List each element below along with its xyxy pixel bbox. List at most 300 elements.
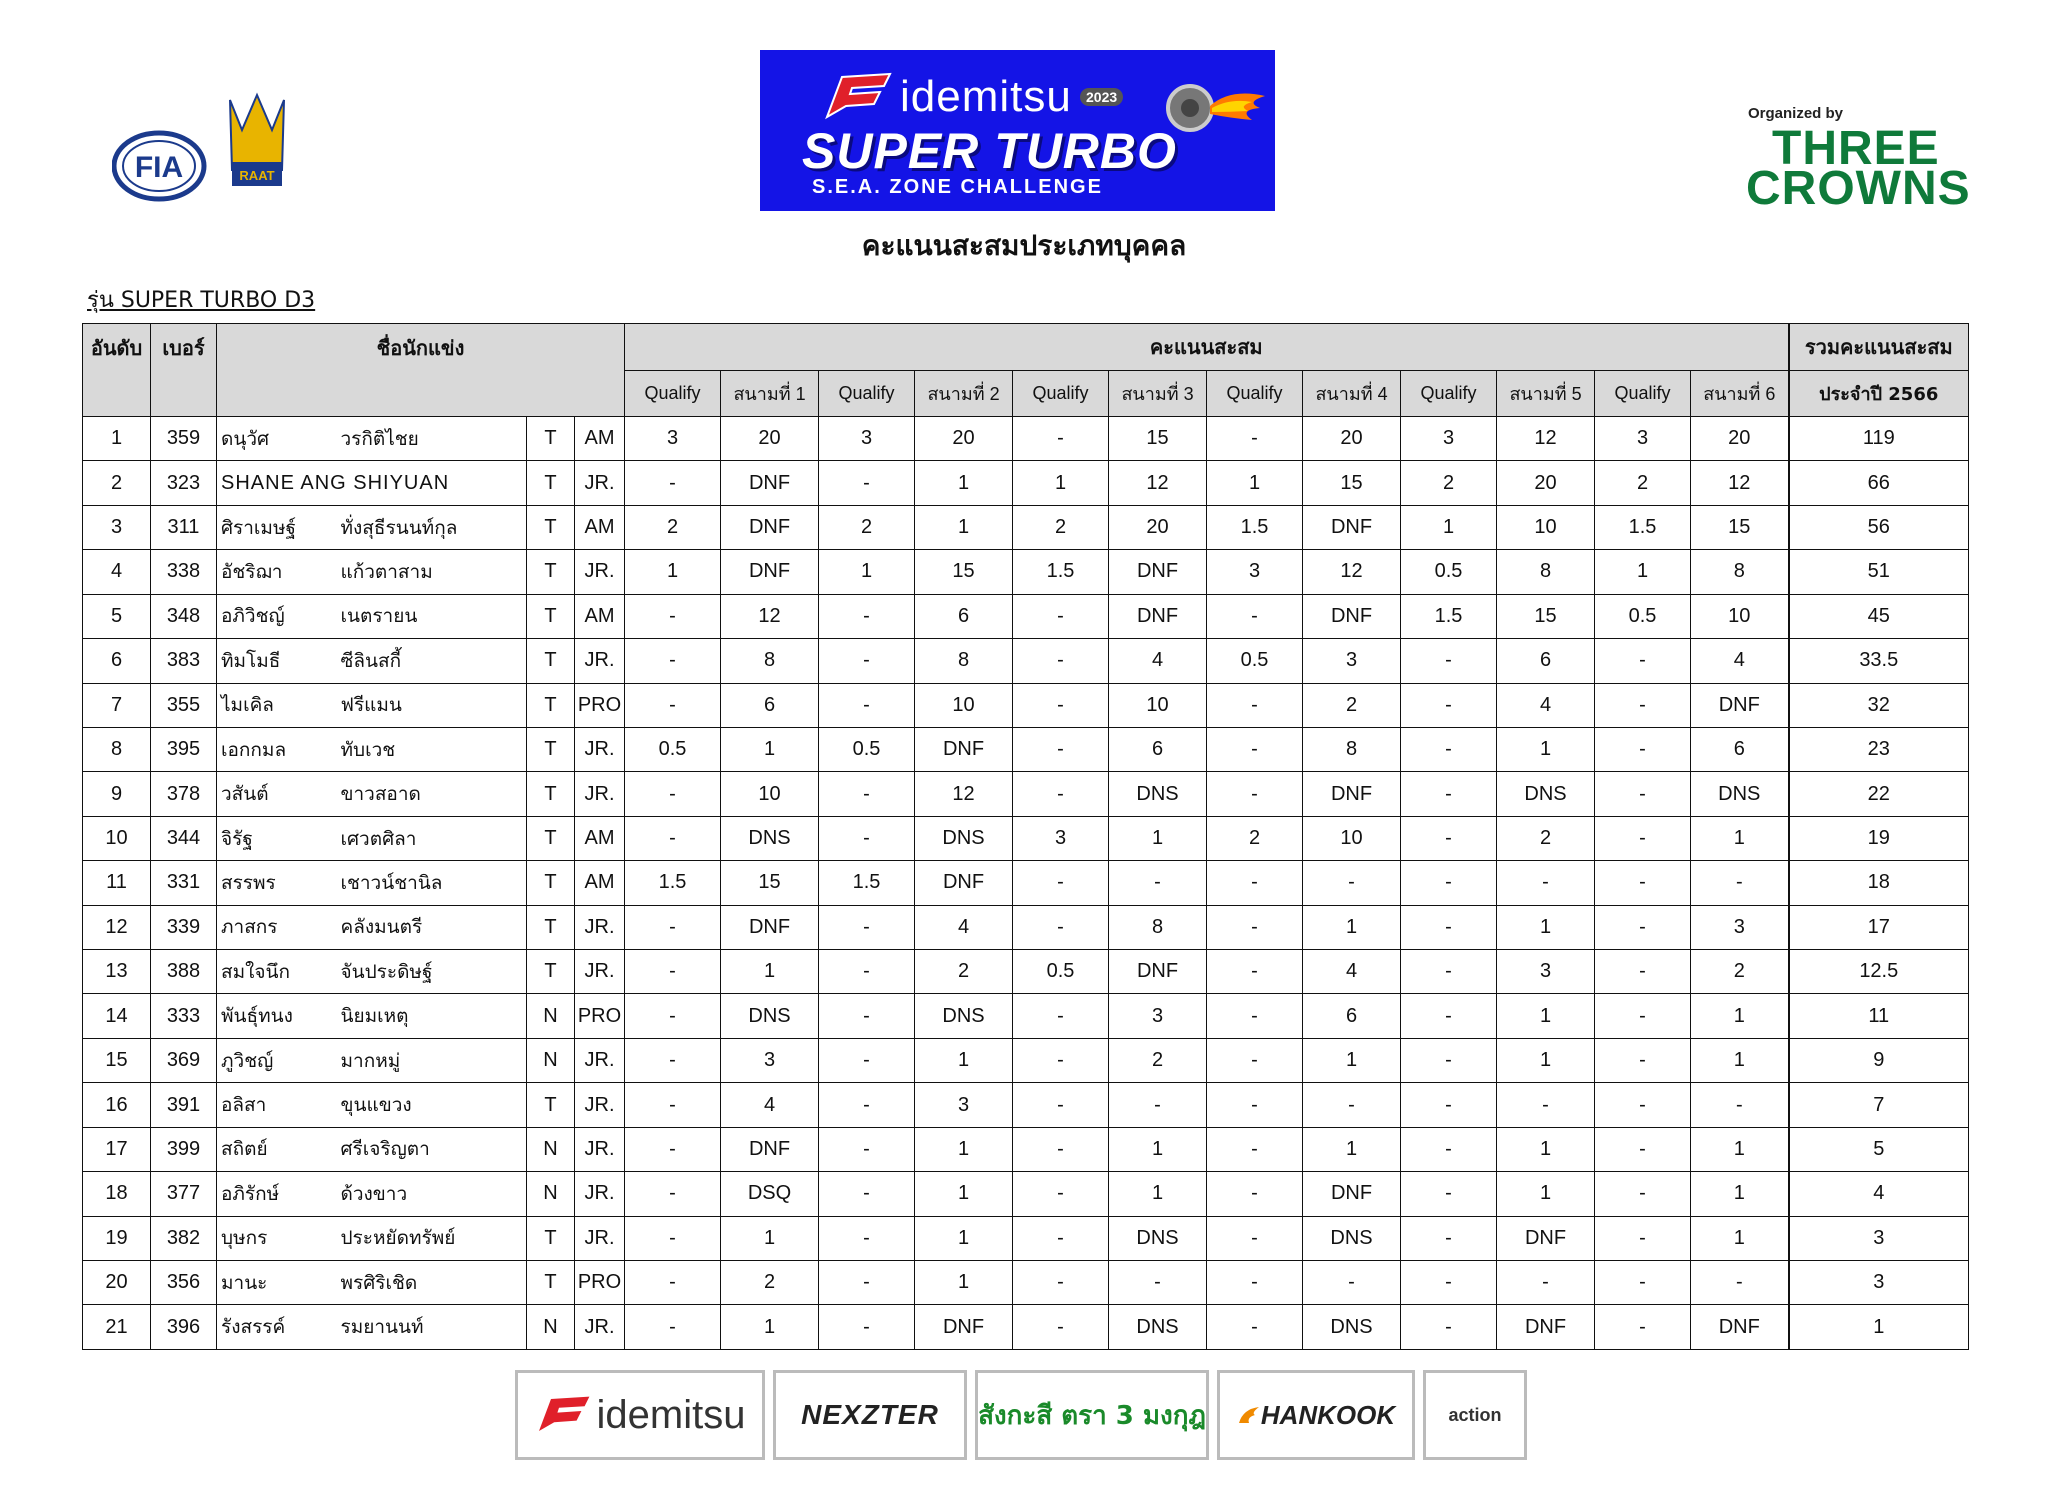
- number-cell: 395: [151, 727, 217, 771]
- score-cell: 8: [1303, 727, 1401, 771]
- number-cell: 323: [151, 461, 217, 505]
- driver-first-name-cell: อลิสา: [217, 1083, 341, 1127]
- score-cell: -: [1207, 861, 1303, 905]
- number-cell: 311: [151, 505, 217, 549]
- score-cell: -: [1401, 816, 1497, 860]
- rank-cell: 10: [83, 816, 151, 860]
- number-cell: 359: [151, 417, 217, 461]
- score-cell: -: [1595, 1172, 1691, 1216]
- score-cell: -: [1401, 772, 1497, 816]
- table-row: [83, 1261, 1969, 1305]
- score-cell: -: [819, 1127, 915, 1171]
- score-cell: -: [1013, 1172, 1109, 1216]
- table-row: [83, 994, 1969, 1038]
- score-cell: DNF: [1303, 505, 1401, 549]
- code-cell: T: [527, 505, 575, 549]
- score-cell: -: [1497, 861, 1595, 905]
- driver-last-name-cell: ศรีเจริญตา: [341, 1127, 527, 1171]
- score-cell: -: [1595, 994, 1691, 1038]
- score-cell: 12: [1497, 417, 1595, 461]
- header-sub-qualify-3: Qualify: [1013, 371, 1109, 417]
- rank-cell: 12: [83, 905, 151, 949]
- sponsor-idemitsu-text: idemitsu: [596, 1392, 746, 1437]
- organizer-name-line1: THREE: [1772, 122, 1940, 175]
- score-cell: -: [625, 594, 721, 638]
- score-cell: DNF: [721, 905, 819, 949]
- score-cell: 1: [721, 950, 819, 994]
- score-cell: 6: [1691, 727, 1789, 771]
- number-cell: 391: [151, 1083, 217, 1127]
- score-cell: -: [1207, 905, 1303, 949]
- header-sub-qualify-2: Qualify: [819, 371, 915, 417]
- score-cell: -: [1207, 1083, 1303, 1127]
- score-cell: 4: [721, 1083, 819, 1127]
- score-cell: 4: [1497, 683, 1595, 727]
- total-cell: 9: [1789, 1038, 1969, 1082]
- total-cell: 3: [1789, 1261, 1969, 1305]
- total-cell: 23: [1789, 727, 1969, 771]
- number-cell: 348: [151, 594, 217, 638]
- header-sub-qualify-6: Qualify: [1595, 371, 1691, 417]
- score-cell: 0.5: [625, 727, 721, 771]
- total-cell: 1: [1789, 1305, 1969, 1350]
- score-cell: -: [1013, 1305, 1109, 1350]
- score-cell: 3: [1013, 816, 1109, 860]
- score-cell: 1: [1207, 461, 1303, 505]
- score-cell: 3: [1207, 550, 1303, 594]
- score-cell: -: [819, 594, 915, 638]
- score-cell: -: [819, 816, 915, 860]
- rank-cell: 7: [83, 683, 151, 727]
- score-cell: DNF: [1691, 683, 1789, 727]
- page-title: คะแนนสะสมประเภทบุคคล: [861, 229, 1187, 262]
- score-cell: 8: [1109, 905, 1207, 949]
- table-row: [83, 727, 1969, 771]
- sponsor-mongkut-text: สังกะสี ตรา 3 มงกุฎ: [978, 1400, 1206, 1431]
- header-sub-round-1: สนามที่ 1: [721, 371, 819, 417]
- score-cell: -: [1401, 727, 1497, 771]
- total-cell: 18: [1789, 861, 1969, 905]
- score-cell: -: [1207, 1261, 1303, 1305]
- header-points-group: คะแนนสะสม: [625, 324, 1789, 371]
- score-cell: 12: [915, 772, 1013, 816]
- number-cell: 356: [151, 1261, 217, 1305]
- number-cell: 333: [151, 994, 217, 1038]
- score-cell: 10: [915, 683, 1013, 727]
- score-cell: -: [1595, 1127, 1691, 1171]
- driver-last-name-cell: จันประดิษฐ์: [341, 950, 527, 994]
- asn-logo-text: RAAT: [239, 168, 275, 183]
- category-cell: PRO: [575, 994, 625, 1038]
- number-cell: 388: [151, 950, 217, 994]
- code-cell: T: [527, 1083, 575, 1127]
- rank-cell: 4: [83, 550, 151, 594]
- driver-last-name-cell: ซีลินสกี้: [341, 639, 527, 683]
- score-cell: 2: [1207, 816, 1303, 860]
- driver-first-name-cell: เอกกมล: [217, 727, 341, 771]
- score-cell: -: [625, 1172, 721, 1216]
- number-cell: 331: [151, 861, 217, 905]
- score-cell: -: [1013, 861, 1109, 905]
- number-cell: 344: [151, 816, 217, 860]
- driver-first-name-cell: ดนุวัศ: [217, 417, 341, 461]
- rank-cell: 3: [83, 505, 151, 549]
- driver-last-name-cell: พรศิริเชิด: [341, 1261, 527, 1305]
- score-cell: 6: [1497, 639, 1595, 683]
- score-cell: -: [1401, 1216, 1497, 1260]
- code-cell: T: [527, 594, 575, 638]
- organizer-name-line2: CROWNS: [1746, 162, 1971, 215]
- header-total-line1: รวมคะแนนสะสม: [1789, 324, 1969, 371]
- hankook-flame-icon: [1237, 1405, 1261, 1425]
- header-sub-round-3: สนามที่ 3: [1109, 371, 1207, 417]
- score-cell: -: [625, 950, 721, 994]
- banner-year: 2023: [1080, 88, 1123, 106]
- score-cell: 12: [1303, 550, 1401, 594]
- score-cell: -: [1401, 683, 1497, 727]
- organizer-label: Organized by: [1748, 105, 1844, 122]
- score-cell: -: [819, 1216, 915, 1260]
- idemitsu-mark-icon: [535, 1393, 591, 1437]
- score-cell: 10: [721, 772, 819, 816]
- score-cell: 2: [1691, 950, 1789, 994]
- score-cell: 1: [915, 1172, 1013, 1216]
- score-cell: -: [1595, 1261, 1691, 1305]
- score-cell: 1: [1595, 550, 1691, 594]
- driver-last-name-cell: เศวตศิลา: [341, 816, 527, 860]
- score-cell: DNF: [915, 1305, 1013, 1350]
- score-cell: -: [1109, 1261, 1207, 1305]
- category-cell: JR.: [575, 639, 625, 683]
- driver-last-name-cell: แก้วตาสาม: [341, 550, 527, 594]
- score-cell: DNF: [1497, 1305, 1595, 1350]
- code-cell: N: [527, 1172, 575, 1216]
- score-cell: -: [625, 1038, 721, 1082]
- score-cell: 0.5: [819, 727, 915, 771]
- driver-last-name-cell: คลังมนตรี: [341, 905, 527, 949]
- code-cell: T: [527, 816, 575, 860]
- score-cell: 1.5: [1401, 594, 1497, 638]
- total-cell: 3: [1789, 1216, 1969, 1260]
- driver-first-name-cell: สถิตย์: [217, 1127, 341, 1171]
- score-cell: DNS: [1109, 1305, 1207, 1350]
- score-cell: 2: [1401, 461, 1497, 505]
- score-cell: -: [1207, 1038, 1303, 1082]
- score-cell: -: [1013, 772, 1109, 816]
- code-cell: N: [527, 1127, 575, 1171]
- score-cell: -: [625, 1083, 721, 1127]
- score-cell: -: [1207, 683, 1303, 727]
- number-cell: 377: [151, 1172, 217, 1216]
- score-cell: -: [1401, 950, 1497, 994]
- score-cell: -: [625, 1216, 721, 1260]
- score-cell: -: [625, 461, 721, 505]
- score-cell: -: [1595, 1216, 1691, 1260]
- score-cell: DNS: [721, 816, 819, 860]
- score-cell: -: [1207, 417, 1303, 461]
- score-cell: -: [625, 1305, 721, 1350]
- header-sub-round-5: สนามที่ 5: [1497, 371, 1595, 417]
- sponsor-hankook: [1217, 1370, 1415, 1460]
- score-cell: -: [1497, 1261, 1595, 1305]
- code-cell: T: [527, 1216, 575, 1260]
- score-cell: DNF: [721, 550, 819, 594]
- score-cell: 0.5: [1207, 639, 1303, 683]
- class-title: รุ่น SUPER TURBO D3: [87, 288, 316, 313]
- score-cell: 20: [1303, 417, 1401, 461]
- driver-last-name-cell: นิยมเหตุ: [341, 994, 527, 1038]
- number-cell: 355: [151, 683, 217, 727]
- score-cell: 0.5: [1401, 550, 1497, 594]
- total-cell: 51: [1789, 550, 1969, 594]
- score-cell: -: [819, 639, 915, 683]
- rank-cell: 21: [83, 1305, 151, 1350]
- score-cell: -: [1013, 994, 1109, 1038]
- score-cell: -: [1013, 727, 1109, 771]
- score-cell: 1: [915, 1261, 1013, 1305]
- score-cell: 10: [1303, 816, 1401, 860]
- driver-last-name-cell: ทับเวช: [341, 727, 527, 771]
- fia-logo: [112, 130, 207, 202]
- sponsor-action: [1423, 1370, 1527, 1460]
- rank-cell: 11: [83, 861, 151, 905]
- rank-cell: 13: [83, 950, 151, 994]
- rank-cell: 17: [83, 1127, 151, 1171]
- score-cell: -: [1595, 727, 1691, 771]
- score-cell: -: [625, 994, 721, 1038]
- score-cell: -: [819, 1261, 915, 1305]
- header-sub-round-4: สนามที่ 4: [1303, 371, 1401, 417]
- driver-last-name-cell: รมยานนท์: [341, 1305, 527, 1350]
- driver-last-name-cell: ทั่งสุธีรนนท์กุล: [341, 505, 527, 549]
- score-cell: 1: [1303, 1038, 1401, 1082]
- table-row: [83, 1083, 1969, 1127]
- score-cell: -: [819, 994, 915, 1038]
- driver-last-name-cell: ประหยัดทรัพย์: [341, 1216, 527, 1260]
- score-cell: 1.5: [1595, 505, 1691, 549]
- sponsor-nexzter: [773, 1370, 967, 1460]
- rank-cell: 5: [83, 594, 151, 638]
- score-cell: DSQ: [721, 1172, 819, 1216]
- score-cell: 3: [1401, 417, 1497, 461]
- score-cell: -: [1401, 1172, 1497, 1216]
- score-cell: -: [1595, 816, 1691, 860]
- score-cell: 6: [915, 594, 1013, 638]
- rank-cell: 9: [83, 772, 151, 816]
- score-cell: 6: [1303, 994, 1401, 1038]
- score-cell: 3: [1691, 905, 1789, 949]
- score-cell: 2: [915, 950, 1013, 994]
- driver-first-name-cell: ภาสกร: [217, 905, 341, 949]
- score-cell: 1: [1303, 905, 1401, 949]
- score-cell: -: [625, 816, 721, 860]
- sponsor-hankook-text: HANKOOK: [1260, 1399, 1396, 1430]
- score-cell: DNS: [1303, 1305, 1401, 1350]
- idemitsu-mark-icon: [822, 72, 892, 122]
- score-cell: -: [1401, 1083, 1497, 1127]
- score-cell: 1: [819, 550, 915, 594]
- score-cell: -: [819, 1038, 915, 1082]
- rank-cell: 8: [83, 727, 151, 771]
- score-cell: 1: [1303, 1127, 1401, 1171]
- rank-cell: 19: [83, 1216, 151, 1260]
- score-cell: 10: [1691, 594, 1789, 638]
- score-cell: -: [1401, 905, 1497, 949]
- code-cell: T: [527, 861, 575, 905]
- score-cell: 15: [721, 861, 819, 905]
- score-cell: 1: [1691, 1038, 1789, 1082]
- score-cell: -: [1595, 772, 1691, 816]
- category-cell: PRO: [575, 1261, 625, 1305]
- score-cell: 10: [1109, 683, 1207, 727]
- category-cell: JR.: [575, 1083, 625, 1127]
- total-cell: 56: [1789, 505, 1969, 549]
- score-cell: -: [1401, 1127, 1497, 1171]
- score-cell: 4: [915, 905, 1013, 949]
- fia-logo-text: FIA: [134, 151, 184, 184]
- sponsor-nexzter-text: NEXZTER: [801, 1399, 939, 1430]
- driver-last-name-cell: เนตรายน: [341, 594, 527, 638]
- score-cell: 20: [1691, 417, 1789, 461]
- number-cell: 338: [151, 550, 217, 594]
- score-cell: 15: [1303, 461, 1401, 505]
- total-cell: 5: [1789, 1127, 1969, 1171]
- banner-subtitle: S.E.A. ZONE CHALLENGE: [812, 176, 1103, 198]
- table-row: [83, 594, 1969, 638]
- table-row: [83, 772, 1969, 816]
- score-cell: DNS: [1497, 772, 1595, 816]
- score-cell: 2: [1497, 816, 1595, 860]
- score-cell: 1: [1109, 816, 1207, 860]
- score-cell: -: [1207, 1216, 1303, 1260]
- score-cell: DNF: [915, 727, 1013, 771]
- score-cell: -: [625, 1261, 721, 1305]
- total-cell: 19: [1789, 816, 1969, 860]
- score-cell: 1: [721, 1216, 819, 1260]
- score-cell: 1: [721, 727, 819, 771]
- score-cell: 2: [1595, 461, 1691, 505]
- score-cell: 1: [1497, 1038, 1595, 1082]
- score-cell: -: [1013, 683, 1109, 727]
- score-cell: -: [1207, 994, 1303, 1038]
- score-cell: 2: [819, 505, 915, 549]
- score-cell: -: [1595, 639, 1691, 683]
- rank-cell: 2: [83, 461, 151, 505]
- total-cell: 66: [1789, 461, 1969, 505]
- category-cell: JR.: [575, 1305, 625, 1350]
- score-cell: DNF: [721, 1127, 819, 1171]
- driver-first-name-cell: ไมเคิล: [217, 683, 341, 727]
- score-cell: -: [1595, 1038, 1691, 1082]
- score-cell: -: [1109, 1083, 1207, 1127]
- score-cell: DNF: [1109, 594, 1207, 638]
- score-cell: 0.5: [1595, 594, 1691, 638]
- score-cell: 8: [1691, 550, 1789, 594]
- table-row: [83, 1127, 1969, 1171]
- category-cell: AM: [575, 594, 625, 638]
- score-cell: -: [1595, 861, 1691, 905]
- score-cell: 15: [915, 550, 1013, 594]
- total-cell: 119: [1789, 417, 1969, 461]
- score-cell: DNS: [1109, 772, 1207, 816]
- score-cell: DNF: [1109, 550, 1207, 594]
- code-cell: T: [527, 772, 575, 816]
- score-cell: DNF: [721, 461, 819, 505]
- score-cell: DNS: [915, 816, 1013, 860]
- header-rank: อันดับ: [83, 324, 151, 417]
- score-cell: -: [1013, 417, 1109, 461]
- score-cell: -: [625, 639, 721, 683]
- driver-first-name-cell: รังสรรค์: [217, 1305, 341, 1350]
- score-cell: -: [1595, 905, 1691, 949]
- score-cell: -: [625, 1127, 721, 1171]
- score-cell: 4: [1109, 639, 1207, 683]
- score-cell: 1.5: [625, 861, 721, 905]
- score-cell: 12: [1109, 461, 1207, 505]
- score-cell: 12: [721, 594, 819, 638]
- standings-table: [82, 323, 1969, 1350]
- driver-first-name-cell: อัชริฌา: [217, 550, 341, 594]
- score-cell: 3: [1303, 639, 1401, 683]
- rank-cell: 16: [83, 1083, 151, 1127]
- category-cell: JR.: [575, 1216, 625, 1260]
- code-cell: T: [527, 727, 575, 771]
- score-cell: -: [1497, 1083, 1595, 1127]
- score-cell: DNF: [1303, 1172, 1401, 1216]
- score-cell: 3: [1497, 950, 1595, 994]
- score-cell: DNS: [1303, 1216, 1401, 1260]
- driver-last-name-cell: ขาวสอาด: [341, 772, 527, 816]
- banner-brand: idemitsu: [900, 72, 1072, 121]
- number-cell: 378: [151, 772, 217, 816]
- score-cell: 1.5: [819, 861, 915, 905]
- driver-last-name-cell: ด้วงขาว: [341, 1172, 527, 1216]
- score-cell: 1: [1691, 1127, 1789, 1171]
- score-cell: 15: [1109, 417, 1207, 461]
- score-cell: 8: [1497, 550, 1595, 594]
- score-cell: 1: [1013, 461, 1109, 505]
- score-cell: DNF: [1109, 950, 1207, 994]
- category-cell: AM: [575, 861, 625, 905]
- score-cell: 1.5: [1013, 550, 1109, 594]
- driver-first-name-cell: บุษกร: [217, 1216, 341, 1260]
- score-cell: 1: [1109, 1172, 1207, 1216]
- score-cell: 1: [1401, 505, 1497, 549]
- score-cell: -: [819, 1305, 915, 1350]
- score-cell: -: [1303, 1261, 1401, 1305]
- score-cell: -: [819, 461, 915, 505]
- header-total-line2: ประจำปี 2566: [1789, 371, 1969, 417]
- category-cell: AM: [575, 417, 625, 461]
- score-cell: -: [1013, 1127, 1109, 1171]
- total-cell: 45: [1789, 594, 1969, 638]
- score-cell: -: [819, 1083, 915, 1127]
- driver-first-name-cell: ศิราเมษฐ์: [217, 505, 341, 549]
- total-cell: 17: [1789, 905, 1969, 949]
- header-sub-round-6: สนามที่ 6: [1691, 371, 1789, 417]
- rank-cell: 6: [83, 639, 151, 683]
- category-cell: JR.: [575, 1038, 625, 1082]
- code-cell: T: [527, 550, 575, 594]
- score-cell: 0.5: [1013, 950, 1109, 994]
- code-cell: T: [527, 683, 575, 727]
- header-driver: ชื่อนักแข่ง: [217, 324, 625, 417]
- driver-first-name-cell: วสันต์: [217, 772, 341, 816]
- score-cell: -: [1207, 1172, 1303, 1216]
- score-cell: 2: [1013, 505, 1109, 549]
- score-cell: 8: [721, 639, 819, 683]
- standings-body: [83, 417, 1969, 1350]
